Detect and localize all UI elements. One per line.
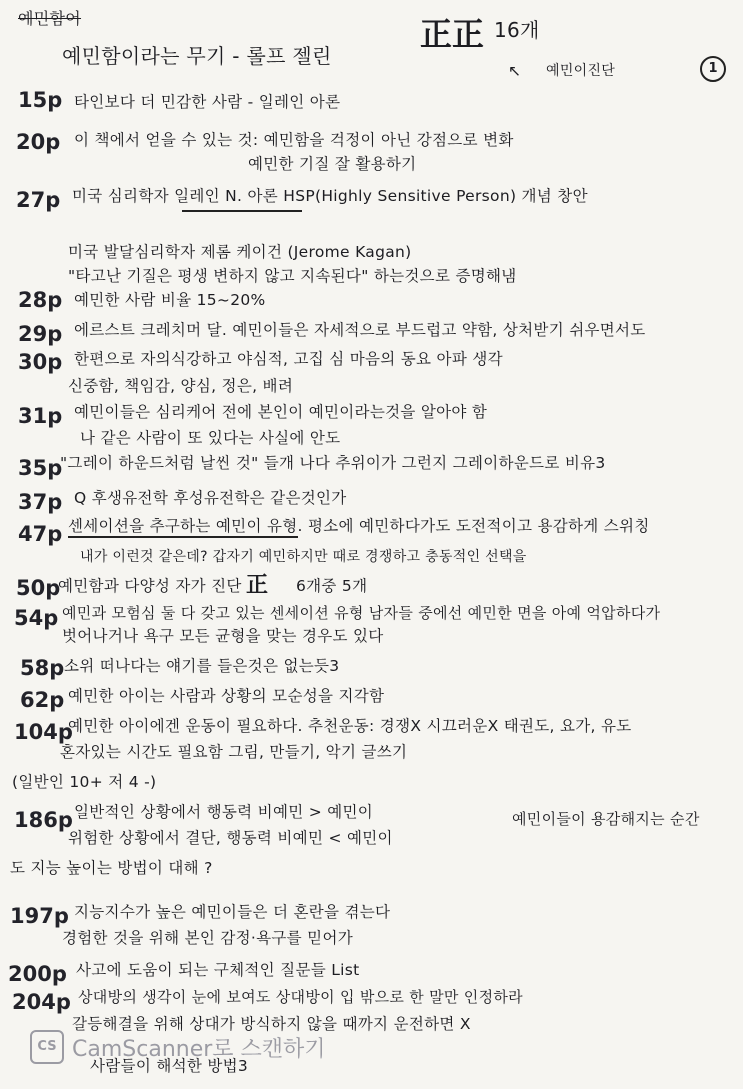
entry-page: 30p [18,350,63,374]
corner-label: 예민함어 [18,9,82,28]
page-number: 1 [700,56,726,82]
side-note: 예민이들이 용감해지는 순간 [512,810,700,828]
entry-page: 37p [18,490,63,514]
entry-page: 20p [16,130,61,154]
entry-line: 이 책에서 얻을 수 있는 것: 예민함을 걱정이 아닌 강점으로 변화 [74,131,514,149]
entry-page: 28p [18,288,63,312]
underline [182,210,302,212]
entry-page: 47p [18,522,63,546]
tally-mark: 正 [246,573,269,598]
entry-line: 상대방의 생각이 눈에 보여도 상대방이 입 밖으로 한 말만 인정하라 [78,988,523,1006]
entry-line: 사고에 도움이 되는 구체적인 질문들 List [76,961,360,979]
entry-line: 위험한 상황에서 결단, 행동력 비예민 < 예민이 [68,829,393,847]
entry-line: 타인보다 더 민감한 사람 - 일레인 아론 [74,93,341,111]
entry-line: (일반인 10+ 저 4 -) [12,773,157,791]
entry-page: 29p [18,322,63,346]
entry-line: 예민한 아이에겐 운동이 필요하다. 추천운동: 경쟁X 시끄러운X 태권도, 요가, 유도 [68,717,632,735]
entry-page: 186p [14,808,73,832]
count-label: 16개 [494,18,540,42]
entry-page: 62p [20,688,65,712]
entry-line: 한편으로 자의식강하고 야심적, 고집 심 마음의 동요 아파 생각 [74,350,503,368]
entry-page: 15p [18,88,63,112]
entry-line: 예민이들은 심리케어 전에 본인이 예민이라는것을 알아야 함 [74,403,488,421]
entry-line: 미국 심리학자 일레인 N. 아론 HSP(Highly Sensitive Person) 개념 창안 [72,187,588,205]
entry-line: 에르스트 크레치머 달. 예민이들은 자세적으로 부드럽고 약함, 상처받기 쉬우면서도 [74,321,646,339]
entry-line: 경험한 것을 위해 본인 감정·욕구를 믿어가 [62,929,354,947]
entry-line: Q 후생유전학 후성유전학은 같은것인가 [74,489,347,507]
page-title: 예민함이라는 무기 - 롤프 젤린 [62,44,332,68]
entry-line: "그레이 하운드처럼 날씬 것" 들개 나다 추위이가 그런지 그레이하운드로 비유3 [60,454,606,472]
entry-line: 예민과 모험심 둘 다 갖고 있는 센세이션 유형 남자들 중에선 예민한 면을 아예 억압하다가 [62,604,661,622]
entry-line: 나 같은 사람이 또 있다는 사실에 안도 [80,429,341,447]
tally-marks: 正正 [420,15,485,53]
entry-page: 104p [14,720,73,744]
entry-line: 예민함과 다양성 자가 진단 [58,577,242,595]
entry-line: 사람들이 해석한 방법3 [90,1057,249,1075]
entry-line: 예민한 아이는 사람과 상황의 모순성을 지각함 [68,687,385,705]
entry-line: 혼자있는 시간도 필요함 그림, 만들기, 악기 글쓰기 [60,743,408,761]
entry-page: 50p [16,576,61,600]
entry-line: 도 지능 높이는 방법이 대해 ? [10,859,213,877]
entry-line: "타고난 기질은 평생 변하지 않고 지속된다" 하는것으로 증명해냄 [68,267,517,285]
entry-line: 소위 떠나다는 얘기를 들은것은 없는듯3 [64,657,340,675]
arrow-icon: ↖ [508,62,522,80]
entry-page: 204p [12,990,71,1014]
entry-line: 벗어나거나 욕구 모든 균형을 맞는 경우도 있다 [62,627,384,645]
entry-page: 31p [18,404,63,428]
entry-line: 센세이션을 추구하는 예민이 유형. 평소에 예민하다가도 도전적이고 용감하게 스위칭 [68,517,650,535]
entry-line: 예민한 사람 비율 15~20% [74,291,266,309]
underline [68,536,298,538]
entry-line: 지능지수가 높은 예민이들은 더 혼란을 겪는다 [74,903,391,921]
entry-page: 58p [20,656,65,680]
entry-line: 일반적인 상황에서 행동력 비예민 > 예민이 [74,803,374,821]
entry-page: 200p [8,962,67,986]
entry-line: 6개중 5개 [296,577,368,595]
arrow-note: 예민이진단 [546,63,616,79]
camscanner-watermark [30,1030,326,1064]
entry-page: 54p [14,606,59,630]
camscanner-logo-icon: CS [30,1030,64,1064]
entry-line: 신중함, 책임감, 양심, 정은, 배려 [68,377,294,395]
entry-page: 35p [18,456,63,480]
entry-line: 예민한 기질 잘 활용하기 [248,155,417,173]
watermark-text: CamScanner로 스캔하기 [72,1036,326,1062]
entry-line: 내가 이런것 같은데? 갑자기 예민하지만 때로 경쟁하고 충동적인 선택을 [80,549,527,565]
entry-line: 갈등해결을 위해 상대가 방식하지 않을 때까지 운전하면 X [72,1015,471,1033]
entry-line: 미국 발달심리학자 제롬 케이건 (Jerome Kagan) [68,243,412,261]
entry-page: 197p [10,904,69,928]
entry-page: 27p [16,188,61,212]
